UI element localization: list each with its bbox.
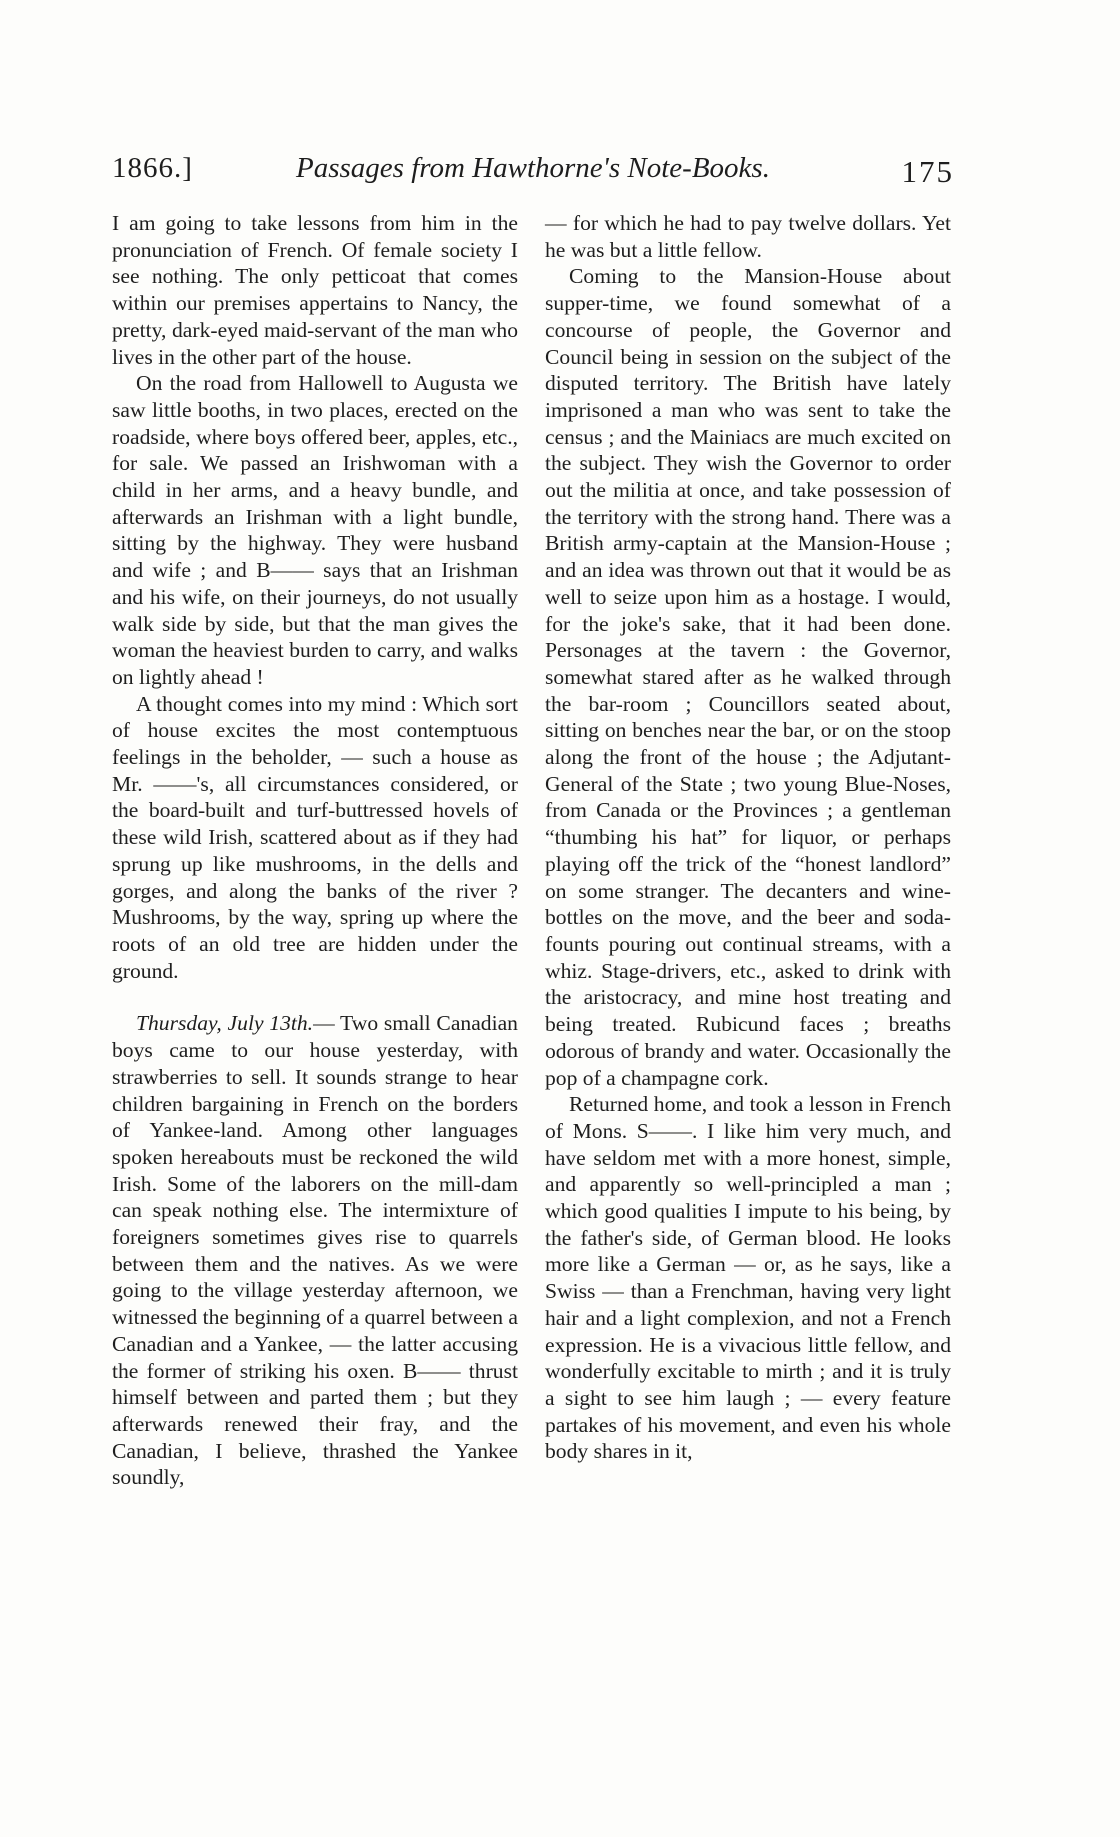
paragraph: — for which he had to pay twelve dollars. Yet he was but a little fellow. [545, 211, 951, 262]
entry-text: — Two small Canadian boys came to our house yesterday, with strawberries to sell. It sounds strange to hear children bargaining in French on the borders of Yankee-land. Among other languages spoken hereabouts must be reckoned the wild Irish. Some of the laborers on the mill-dam can speak nothing else. The intermixture of foreigners sometimes gives rise to quarrels between them and the natives. As we were going to the village yesterday afternoon, we witnessed the beginning of a quarrel between a Canadian and a Yankee, — the latter accusing the former of striking his oxen. B—— thrust himself between and parted them ; but they afterwards renewed their fray, and the Canadian, I believe, thrashed the Yankee soundly, [112, 1011, 518, 1490]
left-column [112, 210, 518, 1491]
paragraph: Coming to the Mansion-House about supper-time, we found somewhat of a concourse of people, the Governor and Council being in session on the subject of the disputed territory. The British have lately imprisoned a man who was sent to take the census ; and the Mainiacs are much excited on the subject. They wish the Governor to order out the militia at once, and take possession of the territory with the strong hand. There was a British army-captain at the Mansion-House ; and an idea was thrown out that it would be as well to seize upon him as a hostage. I would, for the joke's sake, that it had been done. Personages at the tavern : the Governor, somewhat stared after as he walked through the bar-room ; Councillors seated about, sitting on benches near the bar, or on the stoop along the front of the house ; the Adjutant-General of the State ; two young Blue-Noses, from Canada or the Provinces ; a gentleman “thumbing his hat” for liquor, or perhaps playing off the trick of the “honest landlord” on some stranger. The decanters and wine-bottles on the move, and the beer and soda-founts pouring out continual streams, with a whiz. Stage-drivers, etc., asked to drink with the aristocracy, and mine host treating and being treated. Rubicund faces ; breaths odorous of brandy and water. Occasionally the pop of a champagne cork. [545, 264, 951, 1090]
right-column [545, 210, 951, 1465]
header-year: 1866.] [112, 152, 193, 184]
paragraph: A thought comes into my mind : Which sort of house excites the most contemptuous feelings in the beholder, — such a house as Mr. ——'s, all circumstances considered, or the board-built and turf-buttressed hovels of these wild Irish, scattered about as if they had sprung up like mushrooms, in the dells and gorges, and along the banks of the river ? Mushrooms, by the way, spring up where the roots of an old tree are hidden under the ground. [112, 691, 518, 983]
paragraph: Returned home, and took a lesson in French of Mons. S——. I like him very much, and have seldom met with a more honest, simple, and apparently so well-principled a man ; which good qualities I impute to his being, by the father's side, of German blood. He looks more like a German — or, as he says, like a Swiss — than a Frenchman, having very light hair and a light complexion, and not a French expression. He is a vivacious little fellow, and wonderfully excitable to mirth ; and it is truly a sight to see him laugh ; — every feature partakes of his movement, and even his whole body shares in it, [545, 1092, 951, 1464]
header-title: Passages from Hawthorne's Note-Books. [296, 152, 770, 184]
running-header [112, 152, 954, 196]
entry-dateline: Thursday, July 13th. [136, 1011, 314, 1036]
page-number: 175 [901, 154, 954, 189]
dated-entry [112, 1010, 518, 1491]
paragraph: On the road from Hallowell to Augusta we saw little booths, in two places, erected on the roadside, where boys offered beer, apples, etc., for sale. We passed an Irishwoman with a child in her arms, and a heavy bundle, and afterwards an Irishman with a light bundle, sitting by the highway. They were husband and wife ; and B—— says that an Irishman and his wife, on their journeys, do not usually walk side by side, but that the man gives the woman the heaviest burden to carry, and walks on lightly ahead ! [112, 371, 518, 689]
paragraph: I am going to take lessons from him in the pronunciation of French. Of female society I see nothing. The only petticoat that comes within our premises appertains to Nancy, the pretty, dark-eyed maid-servant of the man who lives in the other part of the house. [112, 211, 518, 369]
